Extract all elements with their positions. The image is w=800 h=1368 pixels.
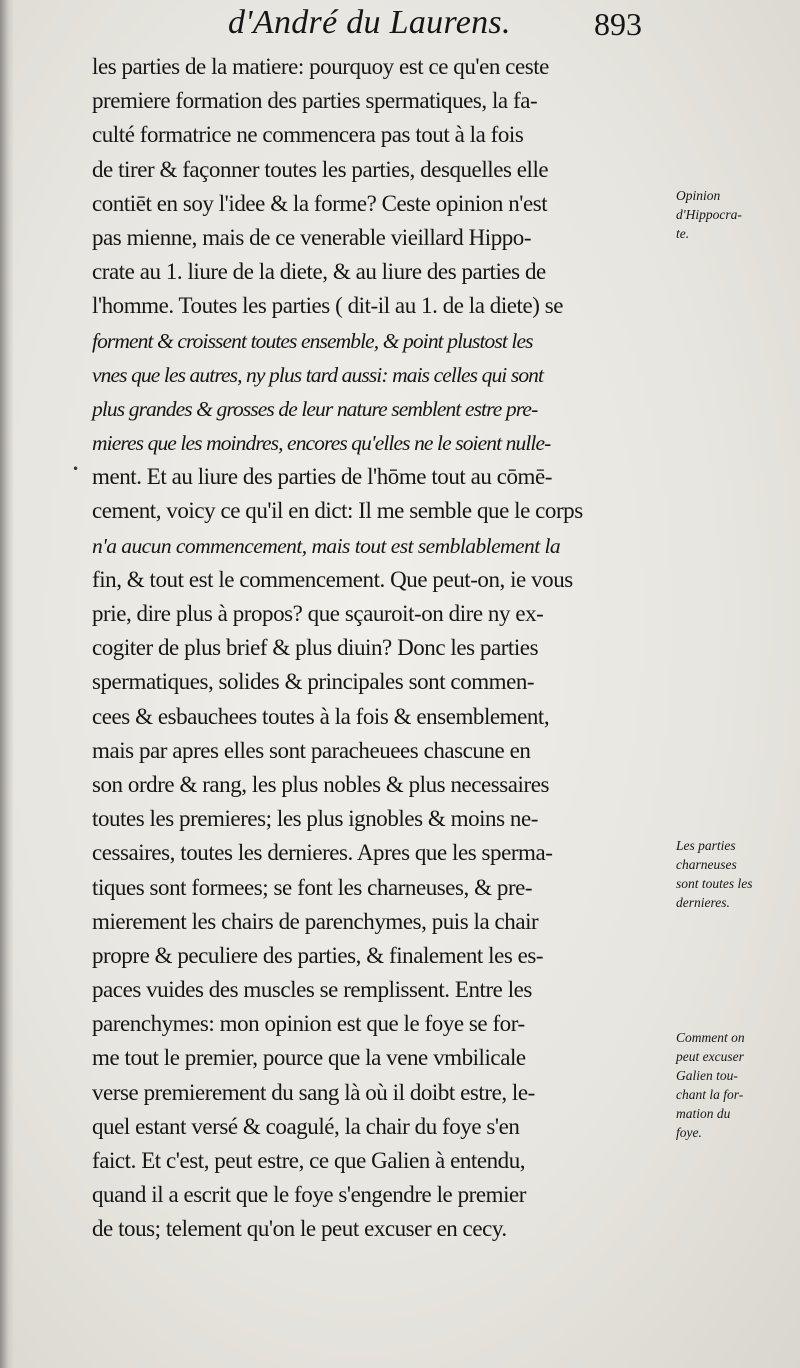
text-line: contiēt en soy l'idee & la forme? Ceste opinion n'est	[92, 190, 548, 216]
margin-note-line: Les parties	[676, 838, 736, 853]
running-head: d'André du Laurens.	[228, 4, 511, 41]
page-header	[0, 4, 800, 56]
text-line: tiques sont formees; se font les charneuses, & pre-	[92, 874, 533, 900]
margin-note-hippocrates	[676, 186, 742, 243]
page-number: 893	[594, 6, 642, 42]
text-line: cees & esbauchees toutes à la fois & ensemblement,	[92, 703, 550, 729]
margin-note-line: dernieres.	[676, 895, 730, 910]
text-line: prie, dire plus à propos? que sçauroit-on dire ny ex-	[92, 601, 544, 626]
text-line: forment & croissent toutes ensemble, & point plustost les	[92, 328, 533, 353]
text-line: cogiter de plus brief & plus diuin? Donc les parties	[92, 635, 539, 661]
text-line: premiere formation des parties spermatiques, la fa-	[92, 88, 538, 114]
text-line: mierement les chairs de parenchymes, puis la chair	[92, 908, 539, 934]
text-line: crate au 1. liure de la diete, & au liure des parties de	[92, 259, 546, 285]
margin-note-charneuses	[676, 836, 753, 912]
text-line: paces vuides des muscles se remplissent. Entre les	[92, 977, 532, 1003]
text-line: spermatiques, solides & principales sont commen-	[92, 669, 535, 695]
text-line: son ordre & rang, les plus nobles & plus necessaires	[92, 771, 549, 797]
margin-note-line: Opinion	[676, 188, 721, 203]
text-line: mais par apres elles sont paracheuees chascune en	[92, 737, 531, 763]
text-line: me tout le premier, pource que la vene vmbilicale	[92, 1045, 526, 1071]
text-line: cement, voicy ce qu'il en dict: Il me semble que le corps	[92, 498, 583, 524]
text-line: toutes les premieres; les plus ignobles & moins ne-	[92, 806, 538, 832]
text-line: cessaires, toutes les dernieres. Apres que les sperma-	[92, 840, 553, 866]
margin-note-line: Comment on	[676, 1030, 745, 1045]
margin-note-line: foye.	[676, 1125, 702, 1140]
text-line: l'homme. Toutes les parties ( dit-il au 1. de la diete) se	[92, 293, 564, 319]
text-line: propre & peculiere des parties, & finalement les es-	[92, 942, 544, 968]
margin-note-line: charneuses	[676, 857, 737, 872]
margin-note-line: peut excuser	[676, 1049, 744, 1064]
text-line: mieres que les moindres, encores qu'elles ne le soient nulle-	[92, 431, 551, 456]
text-line: verse premierement du sang là où il doibt estre, le-	[92, 1079, 535, 1105]
text-line: ment. Et au liure des parties de l'hōme tout au cōmē-	[92, 464, 552, 490]
text-line: quel estant versé & coagulé, la chair du foye s'en	[92, 1113, 520, 1139]
margin-note-line: chant la for-	[676, 1087, 744, 1102]
margin-note-line: te.	[676, 226, 690, 241]
margin-note-line: d'Hippocra-	[676, 207, 742, 222]
margin-note-galien	[676, 1028, 745, 1142]
text-line: n'a aucun commencement, mais tout est semblablement la	[92, 533, 561, 558]
margin-dot-icon: •	[72, 462, 80, 476]
margin-note-line: Galien tou-	[676, 1068, 738, 1083]
text-line: les parties de la matiere: pourquoy est ce qu'en ceste	[92, 54, 549, 79]
body-text	[92, 50, 672, 1247]
text-line: fin, & tout est le commencement. Que peut-on, ie vous	[92, 566, 573, 592]
text-line: quand il a escrit que le foye s'engendre le premier	[92, 1182, 526, 1208]
margin-note-line: mation du	[676, 1106, 731, 1121]
text-line: parenchymes: mon opinion est que le foye se for-	[92, 1011, 525, 1037]
text-line: pas mienne, mais de ce venerable vieillard Hippo-	[92, 224, 532, 250]
text-line: plus grandes & grosses de leur nature semblent estre pre-	[92, 396, 538, 421]
text-line: de tous; telement qu'on le peut excuser en cecy.	[92, 1216, 507, 1242]
text-line: culté formatrice ne commencera pas tout à la fois	[92, 122, 524, 148]
text-line: faict. Et c'est, peut estre, ce que Galien à entendu,	[92, 1148, 526, 1173]
text-line: vnes que les autres, ny plus tard aussi: mais celles qui sont	[92, 362, 544, 387]
page-gutter-shadow	[0, 0, 14, 1368]
text-line: de tirer & façonner toutes les parties, desquelles elle	[92, 156, 549, 182]
margin-note-line: sont toutes les	[676, 876, 753, 891]
